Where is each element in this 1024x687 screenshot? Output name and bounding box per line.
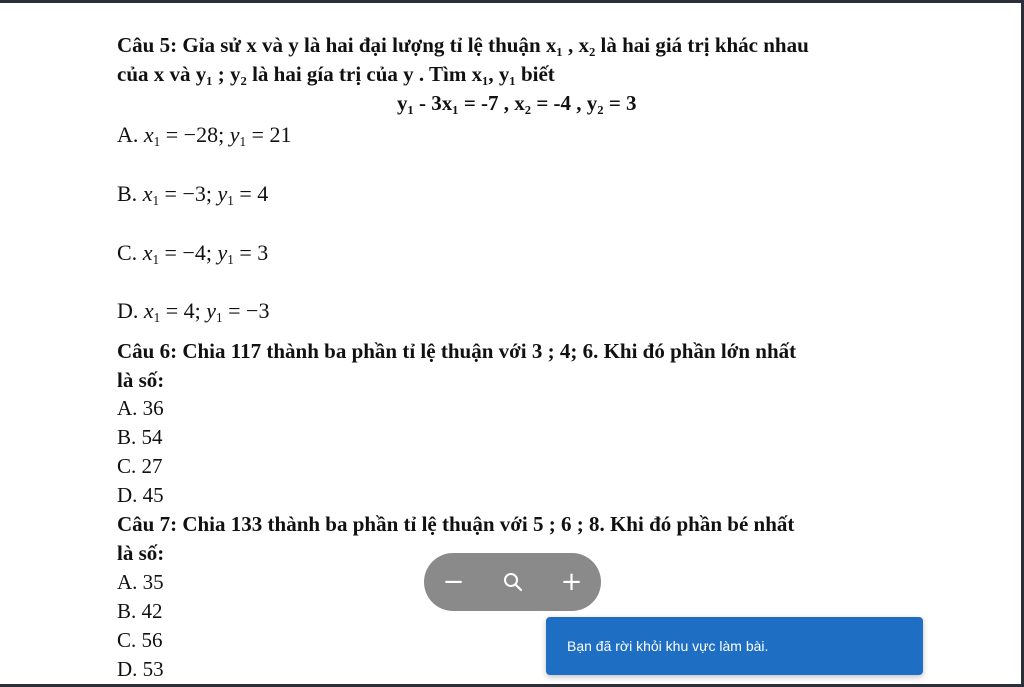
zoom-reset-button[interactable]: [493, 562, 533, 602]
toast-message: Bạn đã rời khỏi khu vực làm bài.: [567, 638, 769, 654]
q6-line1: Câu 6: Chia 117 thành ba phần tỉ lệ thuận với 3 ; 4; 6. Khi đó phần lớn nhất: [117, 339, 797, 363]
q6-option-c[interactable]: C. 27: [117, 454, 163, 478]
q7-option-a[interactable]: A. 35: [117, 570, 164, 594]
q7-option-c[interactable]: C. 56: [117, 628, 163, 652]
zoom-in-button[interactable]: +: [560, 567, 583, 597]
q5-option-a[interactable]: A. $x_1 = -28$; $y_1 = 21$: [117, 122, 292, 149]
q7-line2: là số:: [117, 541, 165, 565]
q5-option-d[interactable]: D. $x_1 = 4$; $y_1 = -3$: [117, 298, 270, 325]
q7-option-b[interactable]: B. 42: [117, 599, 163, 623]
q5-line1: Câu 5: Gỉa sử x và y là hai đại lượng tỉ lệ thuận x₁ , x₂ là hai giá trị khác nhau: [117, 33, 809, 57]
q5-condition: y₁ - 3x₁ = -7 , x₂ = -4 , y₂ = 3: [397, 91, 637, 115]
zoom-control: [424, 553, 601, 611]
q5-option-b[interactable]: B. $x_1 = -3$; $y_1 = 4$: [117, 181, 269, 208]
notification-toast: [546, 617, 923, 675]
q6-option-a[interactable]: A. 36: [117, 396, 164, 420]
q5-option-c[interactable]: C. $x_1 = -4$; $y_1 = 3$: [117, 240, 269, 267]
q6-option-d[interactable]: D. 45: [117, 483, 164, 507]
search-icon: [503, 572, 523, 592]
q5-line2: của x và y₁ ; y₂ là hai gía trị của y . Tìm x₁, y₁ biết: [117, 62, 555, 86]
q6-option-b[interactable]: B. 54: [117, 425, 163, 449]
zoom-out-button[interactable]: −: [442, 567, 465, 597]
top-border: [0, 0, 1024, 3]
q6-line2: là số:: [117, 368, 165, 392]
q7-line1: Câu 7: Chia 133 thành ba phần tỉ lệ thuận với 5 ; 6 ; 8. Khi đó phần bé nhất: [117, 512, 795, 536]
q7-option-d[interactable]: D. 53: [117, 657, 164, 681]
